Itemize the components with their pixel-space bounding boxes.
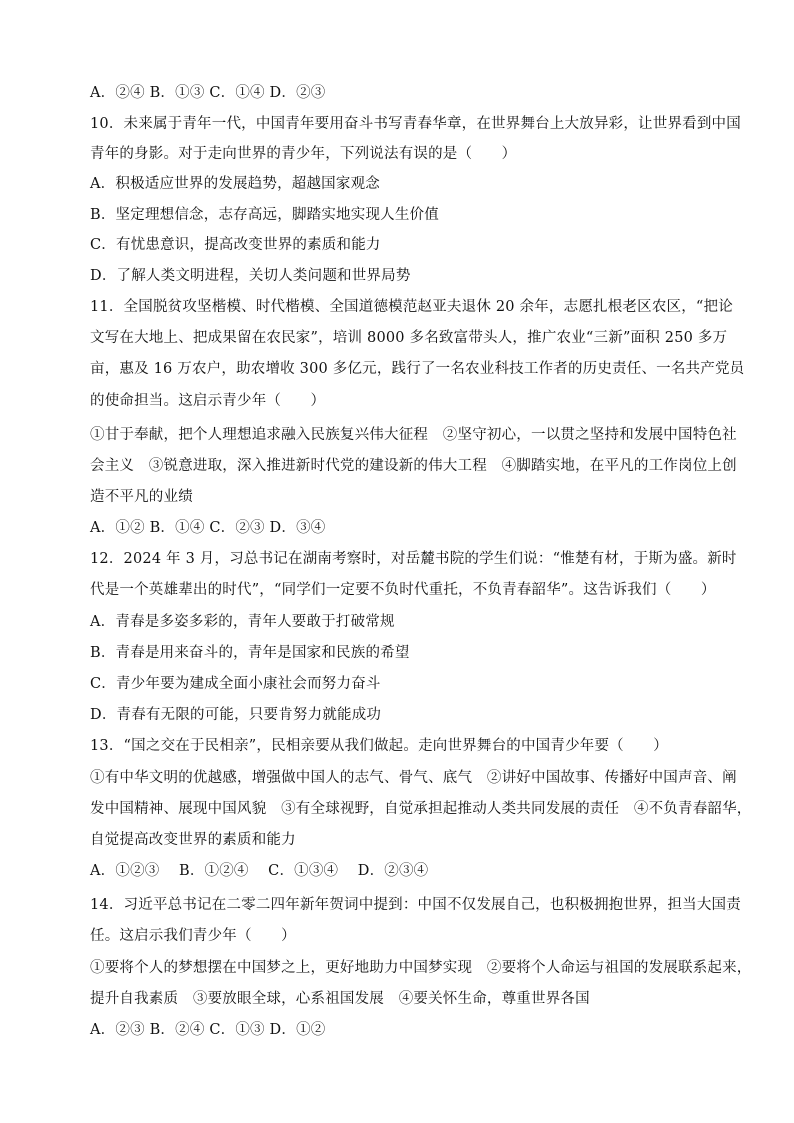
q14-stem-line-1: 14．习近平总书记在二零二四年新年贺词中提到：中国不仅发展自己，也积极拥抱世界，担当大国责 [90, 897, 741, 913]
q11-statements-line-1: ①甘于奉献，把个人理想追求融入民族复兴伟大征程 ②坚守初心，一以贯之坚持和发展中国特色社 [90, 427, 737, 443]
q11-stem-line-2: 文写在大地上、把成果留在农民家”，培训 8000 多名致富带头人，推广农业“三新”面积 250 多万 [90, 330, 728, 346]
q10-stem-line-2: 青年的身影。对于走向世界的青少年，下列说法有误的是（ ） [90, 146, 517, 162]
q9-answer-options: A．②④ B．①③ C．①④ D．②③ [90, 85, 326, 101]
q13-statements-line-2: 发中国精神、展现中国风貌 ③有全球视野，自觉承担起推动人类共同发展的责任 ④不负青春韶华， [90, 801, 752, 817]
q10-option-d: D．了解人类文明进程，关切人类问题和世界局势 [90, 268, 411, 284]
q13-statements-line-3: 自觉提高改变世界的素质和能力 [90, 832, 296, 848]
q12-option-b: B．青春是用来奋斗的，青年是国家和民族的希望 [90, 645, 410, 661]
q14-statements-line-2: 提升自我素质 ③要放眼全球，心系祖国发展 ④要关怀生命，尊重世界各国 [90, 991, 590, 1007]
q12-option-c: C．青少年要为建成全面小康社会而努力奋斗 [90, 676, 381, 692]
q11-statements-line-2: 会主义 ③锐意进取，深入推进新时代党的建设新的伟大工程 ④脚踏实地，在平凡的工作岗位上创 [90, 458, 737, 474]
q12-option-d: D．青春有无限的可能，只要肯努力就能成功 [90, 707, 382, 723]
q10-option-b: B．坚定理想信念，志存高远，脚踏实地实现人生价值 [90, 207, 439, 223]
q13-answer-options: A．①②③ B．①②④ C．①③④ D．②③④ [90, 863, 429, 879]
q11-stem-line-4: 的使命担当。这启示青少年（ ） [90, 393, 326, 409]
q11-stem-line-3: 亩，惠及 16 万农户，助农增收 300 多亿元，践行了一名农业科技工作者的历史责任、一名共产党员 [90, 361, 745, 377]
q13-stem: 13．“国之交在于民相亲”，民相亲要从我们做起。走向世界舞台的中国青少年要（ ） [90, 738, 668, 754]
q12-stem-line-1: 12．2024 年 3 月，习总书记在湖南考察时，对岳麓书院的学生们说：“惟楚有材，于斯为盛。新时 [90, 551, 737, 567]
q10-option-a: A．积极适应世界的发展趋势，超越国家观念 [90, 176, 380, 192]
q10-stem-line-1: 10．未来属于青年一代，中国青年要用奋斗书写青春华章，在世界舞台上大放异彩，让世界看到中国 [90, 116, 741, 132]
q11-answer-options: A．①② B．①④ C．②③ D．③④ [90, 520, 326, 536]
q13-statements-line-1: ①有中华文明的优越感，增强做中国人的志气、骨气、底气 ②讲好中国故事、传播好中国声音、阐 [90, 770, 737, 786]
q14-answer-options: A．②③ B．②④ C．①③ D．①② [90, 1022, 326, 1038]
q12-stem-line-2: 代是一个英雄辈出的时代”，“同学们一定要不负时代重托，不负青春韶华”。这告诉我们（ ） [90, 582, 716, 598]
q14-stem-line-2: 任。这启示我们青少年（ ） [90, 928, 296, 944]
q11-statements-line-3: 造不平凡的业绩 [90, 489, 193, 505]
q14-statements-line-1: ①要将个人的梦想摆在中国梦之上，更好地助力中国梦实现 ②要将个人命运与祖国的发展联系起来， [90, 960, 752, 976]
q12-option-a: A．青春是多姿多彩的，青年人要敢于打破常规 [90, 614, 395, 630]
q10-option-c: C．有忧患意识，提高改变世界的素质和能力 [90, 237, 381, 253]
q11-stem-line-1: 11．全国脱贫攻坚楷模、时代楷模、全国道德模范赵亚夫退休 20 余年，志愿扎根老区农区，“把论 [90, 299, 733, 315]
